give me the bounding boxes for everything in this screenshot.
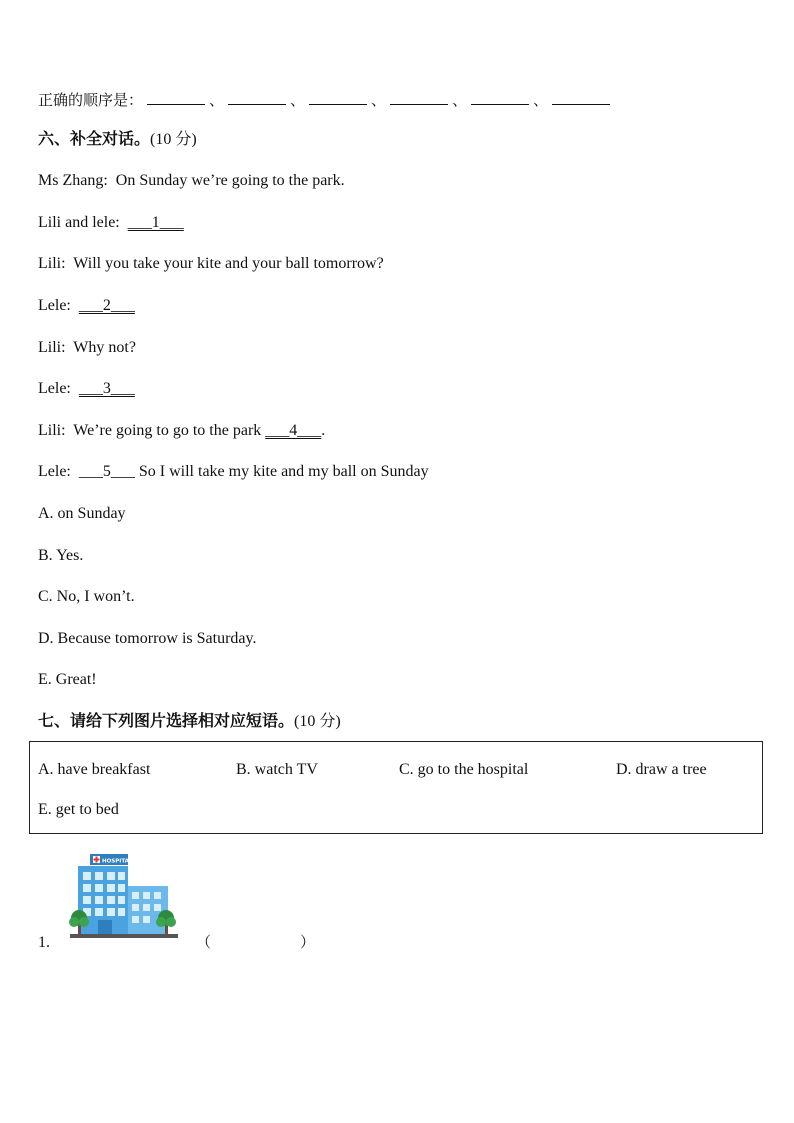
separator: 、 <box>533 91 549 109</box>
answer-blank-4[interactable]: ___4___ <box>265 422 322 439</box>
answer-blank-2[interactable]: ___2___ <box>78 297 135 314</box>
section-6-points: (10 分) <box>150 131 197 148</box>
door <box>98 920 112 934</box>
speaker: Lili and lele: <box>38 214 120 231</box>
section-7-title: 七、请给下列图片选择相对应短语。 <box>38 711 295 730</box>
dialogue-text: So I will take my kite and my ball on Sunday <box>138 463 429 480</box>
option-a: A. on Sunday <box>38 505 126 522</box>
dialogue-text: . <box>321 422 326 439</box>
section-7-points: (10 分) <box>294 713 341 730</box>
answer-blank-1[interactable]: ___1___ <box>127 214 184 231</box>
question-1-number: 1. <box>38 934 50 951</box>
speaker: Lele: <box>38 380 71 397</box>
separator: 、 <box>452 91 468 109</box>
separator: 、 <box>371 91 387 109</box>
speaker: Lele: <box>38 463 71 480</box>
section-6-heading <box>38 129 197 150</box>
dialogue-line-3 <box>38 254 384 274</box>
dialogue-text: We’re going to go to the park <box>73 422 266 439</box>
speaker: Ms Zhang: <box>38 172 108 189</box>
answer-order-label: 正确的顺序是： <box>38 91 144 109</box>
phrase-c: C. go to the hospital <box>399 761 529 778</box>
separator: 、 <box>209 91 225 109</box>
hospital-building-icon <box>68 852 180 940</box>
phrase-a: A. have breakfast <box>38 761 151 778</box>
option-c: C. No, I won’t. <box>38 588 135 605</box>
phrase-d: D. draw a tree <box>616 761 707 778</box>
order-blank-2[interactable] <box>228 88 286 105</box>
ground <box>70 934 178 938</box>
phrase-box <box>29 741 763 834</box>
dialogue-line-2 <box>38 213 184 233</box>
answer-paren-close: ） <box>300 933 316 951</box>
section-7-heading <box>38 711 341 732</box>
dialogue-text: On Sunday we’re going to the park. <box>115 172 345 189</box>
speaker: Lili: <box>38 339 66 356</box>
answer-blank-q1[interactable] <box>212 931 300 949</box>
dialogue-line-5 <box>38 338 136 358</box>
phrase-b: B. watch TV <box>236 761 318 778</box>
option-b: B. Yes. <box>38 547 84 564</box>
speaker: Lili: <box>38 255 66 272</box>
dialogue-line-6 <box>38 379 135 399</box>
separator: 、 <box>290 91 306 109</box>
dialogue-line-1 <box>38 171 345 191</box>
hospital-sign-text: HOSPITAL <box>102 858 133 865</box>
order-blank-6[interactable] <box>552 88 610 105</box>
dialogue-line-7 <box>38 421 325 441</box>
phrase-e: E. get to bed <box>38 801 119 818</box>
answer-blank-5[interactable]: ___5___ <box>78 463 139 480</box>
speaker: Lele: <box>38 297 71 314</box>
order-blank-4[interactable] <box>390 88 448 105</box>
answer-paren-open: （ <box>196 933 212 951</box>
dialogue-line-8 <box>38 462 429 482</box>
order-blank-1[interactable] <box>147 88 205 105</box>
option-d: D. Because tomorrow is Saturday. <box>38 630 257 647</box>
dialogue-line-4 <box>38 296 135 316</box>
dialogue-text: Will you take your kite and your ball tomorrow? <box>73 255 384 272</box>
order-blank-3[interactable] <box>309 88 367 105</box>
answer-order-line <box>38 88 614 110</box>
option-e: E. Great! <box>38 671 97 688</box>
speaker: Lili: <box>38 422 66 439</box>
dialogue-text: Why not? <box>73 339 136 356</box>
answer-blank-3[interactable]: ___3___ <box>78 380 135 397</box>
section-6-title: 六、补全对话。 <box>38 129 151 148</box>
order-blank-5[interactable] <box>471 88 529 105</box>
